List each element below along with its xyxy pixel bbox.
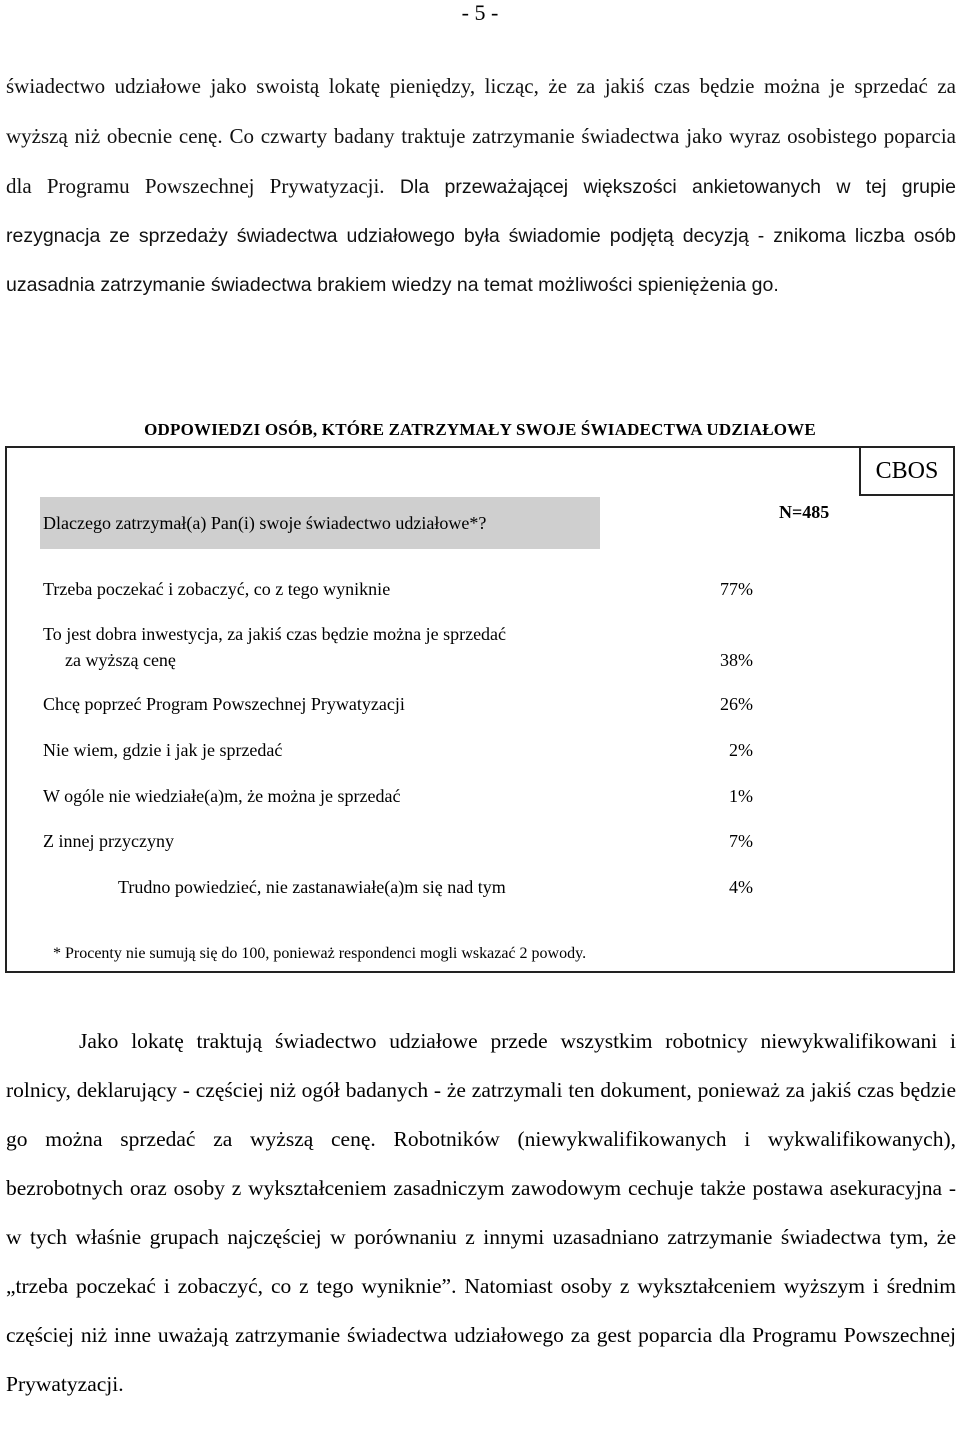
source-label: CBOS <box>859 446 955 496</box>
paragraph-intro-line1: świadectwo udziałowe jako swoistą lokatę pieniędzy, licząc, że za jakiś czas będzie można je <box>6 74 845 98</box>
result-label: Chcę poprzeć Program Powszechnej Prywatyzacji <box>43 694 405 714</box>
result-label: Trudno powiedzieć, nie zastanawiałe(a)m się nad tym <box>118 877 506 897</box>
paragraph-intro-line2: sprzedać za wyższą niż obecnie cenę. <box>6 74 956 148</box>
result-percent: 38% <box>720 650 753 670</box>
paragraph-intro-line2b: Co czwarty badany traktuje zatrzymanie świadectwa <box>229 124 680 148</box>
footnote: * Procenty nie sumują się do 100, ponieważ respondenci mogli wskazać 2 powody. <box>53 945 587 962</box>
result-percent: 2% <box>729 740 753 760</box>
paragraph-intro-line3: jako wyraz osobistego poparcia dla Programu Powszechnej Prywatyzacji. <box>6 124 956 198</box>
survey-question <box>40 497 600 549</box>
result-percent: 4% <box>729 877 753 897</box>
result-label: Nie wiem, gdzie i jak je sprzedać <box>43 740 283 760</box>
paragraph-intro-line3b: Dla przeważającej <box>399 176 569 198</box>
result-label-continued: za wyższą cenę <box>65 650 176 670</box>
paragraph-analysis: Jako lokatę traktują świadectwo udziałowe przede wszystkim robotnicy niewykwalifikowani i rolnicy, deklarujący - częściej niż ogół badanych - że zatrzymali ten dokument, ponieważ za jakiś czas będzie go można sprzedać za wyższą cenę. Robotników (niewykwalifikowanych i wykwalifikowanych), bezrobotnych oraz osoby z wykształceniem zasadniczym zawodowym cechuje także postawa asekuracyjna - w tych właśnie grupach najczęściej w porównaniu z innymi uzasadniano zatrzymanie świadectwa tym, że „trzeba poczekać i zobaczyć, co z tego wyniknie”. Natomiast osoby z wykształceniem wyższym i średnim częściej niż inne uważają zatrzymanie świadectwa udziałowego za gest poparcia dla Programu Powszechnej Prywatyzacji. <box>6 1029 956 1396</box>
sample-size: N=485 <box>779 502 830 522</box>
result-percent: 1% <box>729 786 753 806</box>
page-number: - 5 - <box>461 0 499 25</box>
survey-results-box <box>5 446 955 973</box>
survey-question-text: Dlaczego zatrzymał(a) Pan(i) swoje świadectwo udziałowe*? <box>43 512 487 533</box>
table-title: ODPOWIEDZI OSÓB, KTÓRE ZATRZYMAŁY SWOJE ŚWIADECTWA UDZIAŁOWE <box>144 420 816 439</box>
paragraph-intro-rest: większości ankietowanych w tej grupie rezygnacja ze sprzedaży świadectwa udziałowego była świadomie podjętą decyzją - znikoma liczba osób uzasadnia zatrzymanie świadectwa brakiem wiedzy na temat możliwości spieniężenia go. <box>6 176 956 296</box>
result-percent: 26% <box>720 694 753 714</box>
result-label: Z innej przyczyny <box>43 831 174 851</box>
result-label: To jest dobra inwestycja, za jakiś czas będzie można je sprzedać <box>43 624 507 644</box>
result-percent: 77% <box>720 579 753 599</box>
result-percent: 7% <box>729 831 753 851</box>
result-label: Trzeba poczekać i zobaczyć, co z tego wyniknie <box>43 579 391 599</box>
result-label: W ogóle nie wiedziałe(a)m, że można je sprzedać <box>43 786 401 806</box>
paragraph-intro <box>6 62 956 310</box>
